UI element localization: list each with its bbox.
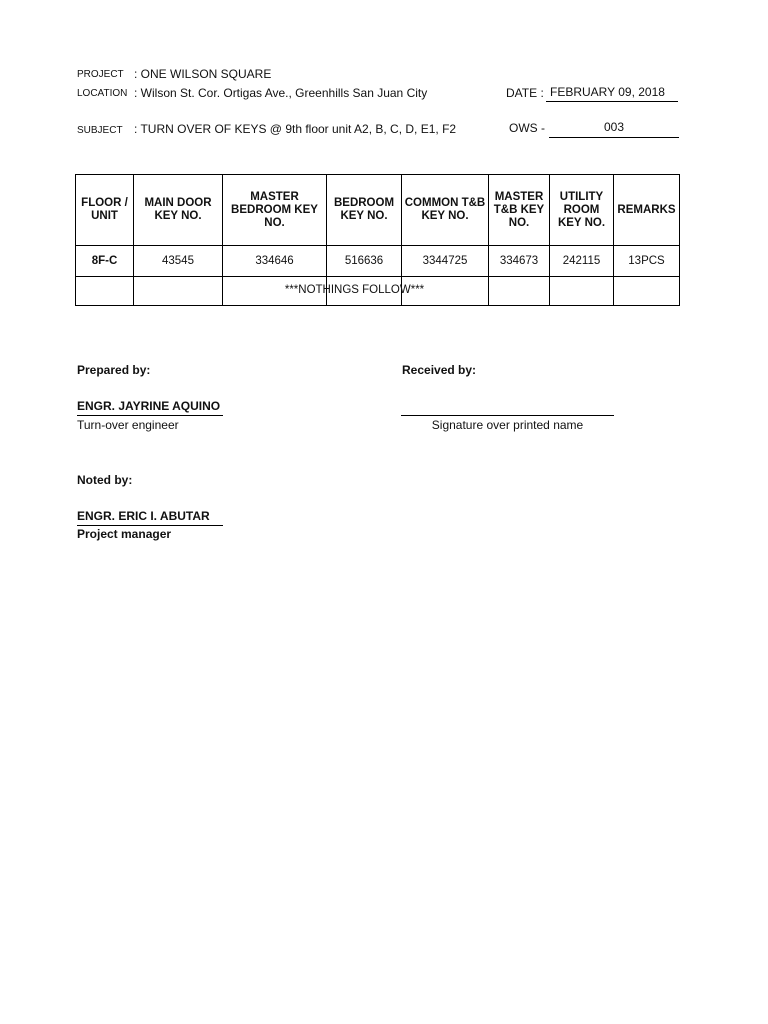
table-cell: 334646 bbox=[223, 246, 327, 277]
column-header: REMARKS bbox=[614, 175, 680, 246]
project-value: : ONE WILSON SQUARE bbox=[134, 67, 272, 81]
ows-value: 003 bbox=[549, 120, 679, 138]
table-cell: 516636 bbox=[327, 246, 402, 277]
table-cell bbox=[76, 277, 134, 306]
table-cell bbox=[134, 277, 223, 306]
ows-label: OWS - bbox=[509, 121, 545, 135]
table-header-row bbox=[76, 175, 680, 246]
received-by-caption: Signature over printed name bbox=[431, 418, 584, 432]
table-cell bbox=[550, 277, 614, 306]
table-cell: 13PCS bbox=[614, 246, 680, 277]
column-header: MASTER BEDROOM KEY NO. bbox=[223, 175, 327, 246]
project-label: PROJECT bbox=[77, 69, 124, 80]
noted-by-name: ENGR. ERIC I. ABUTAR bbox=[77, 509, 223, 526]
table-cell: 242115 bbox=[550, 246, 614, 277]
prepared-by-label: Prepared by: bbox=[77, 363, 151, 377]
column-header: MAIN DOOR KEY NO. bbox=[134, 175, 223, 246]
table-cell bbox=[614, 277, 680, 306]
column-header: BEDROOM KEY NO. bbox=[327, 175, 402, 246]
table-cell: 3344725 bbox=[402, 246, 489, 277]
subject-value: : TURN OVER OF KEYS @ 9th floor unit A2, B, C, D, E1, F2 bbox=[134, 122, 457, 136]
noted-by-title: Project manager bbox=[77, 527, 172, 541]
subject-label: SUBJECT bbox=[77, 125, 123, 136]
column-header: FLOOR / UNIT bbox=[76, 175, 134, 246]
column-header: MASTER T&B KEY NO. bbox=[489, 175, 550, 246]
noted-by-label: Noted by: bbox=[77, 473, 133, 487]
table-cell: 43545 bbox=[134, 246, 223, 277]
nothing-follows-note: ***NOTHINGS FOLLOW*** bbox=[284, 284, 425, 296]
received-by-label: Received by: bbox=[402, 363, 477, 377]
column-header: COMMON T&B KEY NO. bbox=[402, 175, 489, 246]
location-value: : Wilson St. Cor. Ortigas Ave., Greenhills San Juan City bbox=[134, 86, 428, 100]
prepared-by-title: Turn-over engineer bbox=[77, 418, 179, 432]
prepared-by-name: ENGR. JAYRINE AQUINO bbox=[77, 399, 223, 416]
received-signature-line bbox=[401, 400, 614, 416]
date-value: FEBRUARY 09, 2018 bbox=[546, 85, 678, 102]
table-cell: 334673 bbox=[489, 246, 550, 277]
date-label: DATE : bbox=[506, 86, 544, 100]
table-cell: 8F-C bbox=[76, 246, 134, 277]
table-cell bbox=[489, 277, 550, 306]
column-header: UTILITY ROOM KEY NO. bbox=[550, 175, 614, 246]
table-row bbox=[76, 246, 680, 277]
location-label: LOCATION bbox=[77, 88, 128, 99]
